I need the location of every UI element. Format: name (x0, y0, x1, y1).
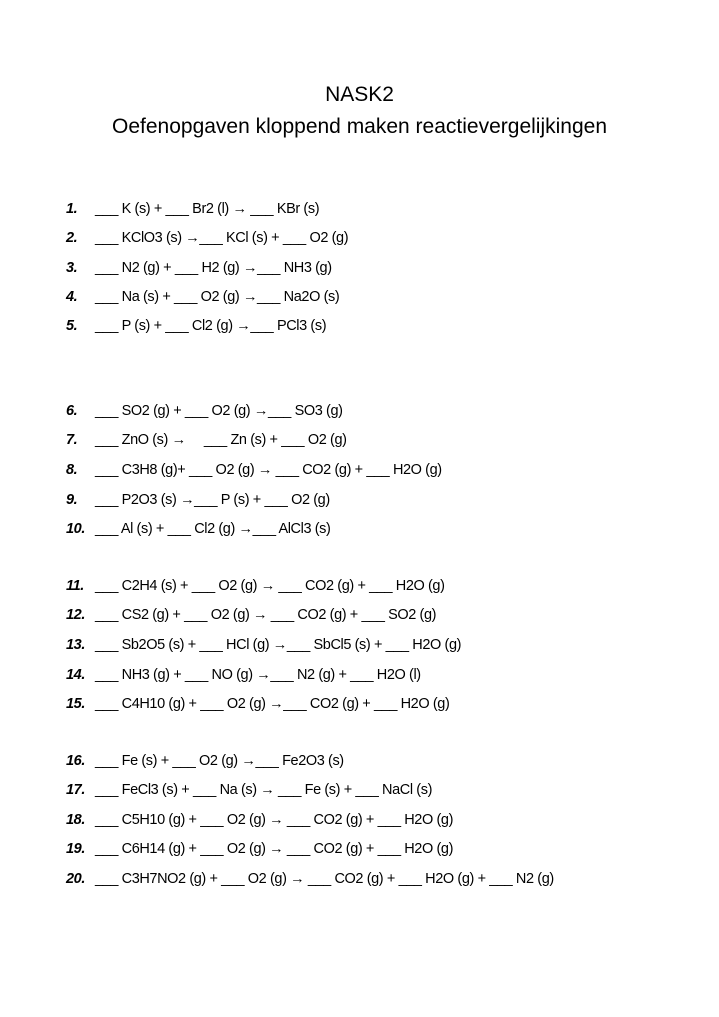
page-subtitle: Oefenopgaven kloppend maken reactievergelijkingen (112, 115, 607, 138)
exercise-item (66, 429, 347, 451)
exercise-number: 10. (66, 521, 85, 537)
exercise-equation: ___ Fe (s) + ___ O2 (g) →___ Fe2O3 (s) (95, 753, 344, 769)
exercise-number: 12. (66, 607, 85, 623)
exercise-equation: ___ C6H14 (g) + ___ O2 (g) → ___ CO2 (g) + ___ H2O (g) (95, 841, 453, 857)
exercise-item (66, 809, 453, 831)
exercise-item (66, 838, 453, 860)
exercise-item (66, 257, 332, 279)
exercise-equation: ___ C5H10 (g) + ___ O2 (g) → ___ CO2 (g) + ___ H2O (g) (95, 812, 453, 828)
exercise-item (66, 227, 348, 249)
exercise-equation: ___ K (s) + ___ Br2 (l) → ___ KBr (s) (95, 201, 320, 217)
exercise-item (66, 518, 330, 540)
exercise-item (66, 779, 432, 801)
exercise-equation: ___ Sb2O5 (s) + ___ HCl (g) →___ SbCl5 (s) + ___ H2O (g) (95, 637, 462, 653)
exercise-equation: ___ P (s) + ___ Cl2 (g) →___ PCl3 (s) (95, 318, 327, 334)
exercise-item (66, 489, 330, 511)
exercise-number: 19. (66, 841, 85, 857)
exercise-number: 17. (66, 782, 85, 798)
exercise-number: 5. (66, 318, 78, 334)
exercise-item (66, 198, 319, 220)
exercise-equation: ___ Na (s) + ___ O2 (g) →___ Na2O (s) (95, 289, 340, 305)
exercise-number: 8. (66, 462, 78, 478)
exercise-equation: ___ Al (s) + ___ Cl2 (g) →___ AlCl3 (s) (95, 521, 331, 537)
exercise-number: 6. (66, 403, 78, 419)
exercise-number: 11. (66, 578, 84, 594)
exercise-number: 9. (66, 492, 78, 508)
exercise-equation: ___ CS2 (g) + ___ O2 (g) → ___ CO2 (g) + ___ SO2 (g) (95, 607, 437, 623)
exercise-number: 2. (66, 230, 78, 246)
exercise-equation: ___ ZnO (s) → ___ Zn (s) + ___ O2 (g) (95, 432, 347, 448)
exercise-number: 14. (66, 667, 85, 683)
exercise-number: 3. (66, 260, 78, 276)
exercise-item (66, 634, 461, 656)
exercise-item (66, 286, 339, 308)
exercise-item (66, 868, 554, 890)
exercise-equation: ___ FeCl3 (s) + ___ Na (s) → ___ Fe (s) + ___ NaCl (s) (95, 782, 432, 798)
exercise-item (66, 750, 344, 772)
page-title: NASK2 (325, 83, 394, 106)
exercise-item (66, 315, 326, 337)
exercise-item (66, 664, 421, 686)
exercise-number: 1. (66, 201, 78, 217)
exercise-equation: ___ N2 (g) + ___ H2 (g) →___ NH3 (g) (95, 260, 332, 276)
exercise-item (66, 604, 436, 626)
exercise-number: 13. (66, 637, 85, 653)
exercise-equation: ___ SO2 (g) + ___ O2 (g) →___ SO3 (g) (95, 403, 343, 419)
exercise-number: 15. (66, 696, 85, 712)
exercise-number: 4. (66, 289, 78, 305)
exercise-equation: ___ NH3 (g) + ___ NO (g) →___ N2 (g) + ___ H2O (l) (95, 667, 421, 683)
exercise-equation: ___ C3H8 (g)+ ___ O2 (g) → ___ CO2 (g) + ___ H2O (g) (95, 462, 442, 478)
exercise-number: 20. (66, 871, 85, 887)
exercise-equation: ___ C3H7NO2 (g) + ___ O2 (g) → ___ CO2 (g) + ___ H2O (g) + ___ N2 (g) (95, 871, 554, 887)
exercise-item (66, 459, 442, 481)
exercise-number: 18. (66, 812, 85, 828)
exercise-equation: ___ KClO3 (s) →___ KCl (s) + ___ O2 (g) (95, 230, 349, 246)
exercise-item (66, 400, 343, 422)
exercise-item (66, 693, 449, 715)
exercise-equation: ___ P2O3 (s) →___ P (s) + ___ O2 (g) (95, 492, 330, 508)
exercise-equation: ___ C4H10 (g) + ___ O2 (g) →___ CO2 (g) + ___ H2O (g) (95, 696, 450, 712)
exercise-item (66, 575, 445, 597)
exercise-equation: ___ C2H4 (s) + ___ O2 (g) → ___ CO2 (g) + ___ H2O (g) (95, 578, 445, 594)
exercise-number: 7. (66, 432, 78, 448)
exercise-number: 16. (66, 753, 85, 769)
